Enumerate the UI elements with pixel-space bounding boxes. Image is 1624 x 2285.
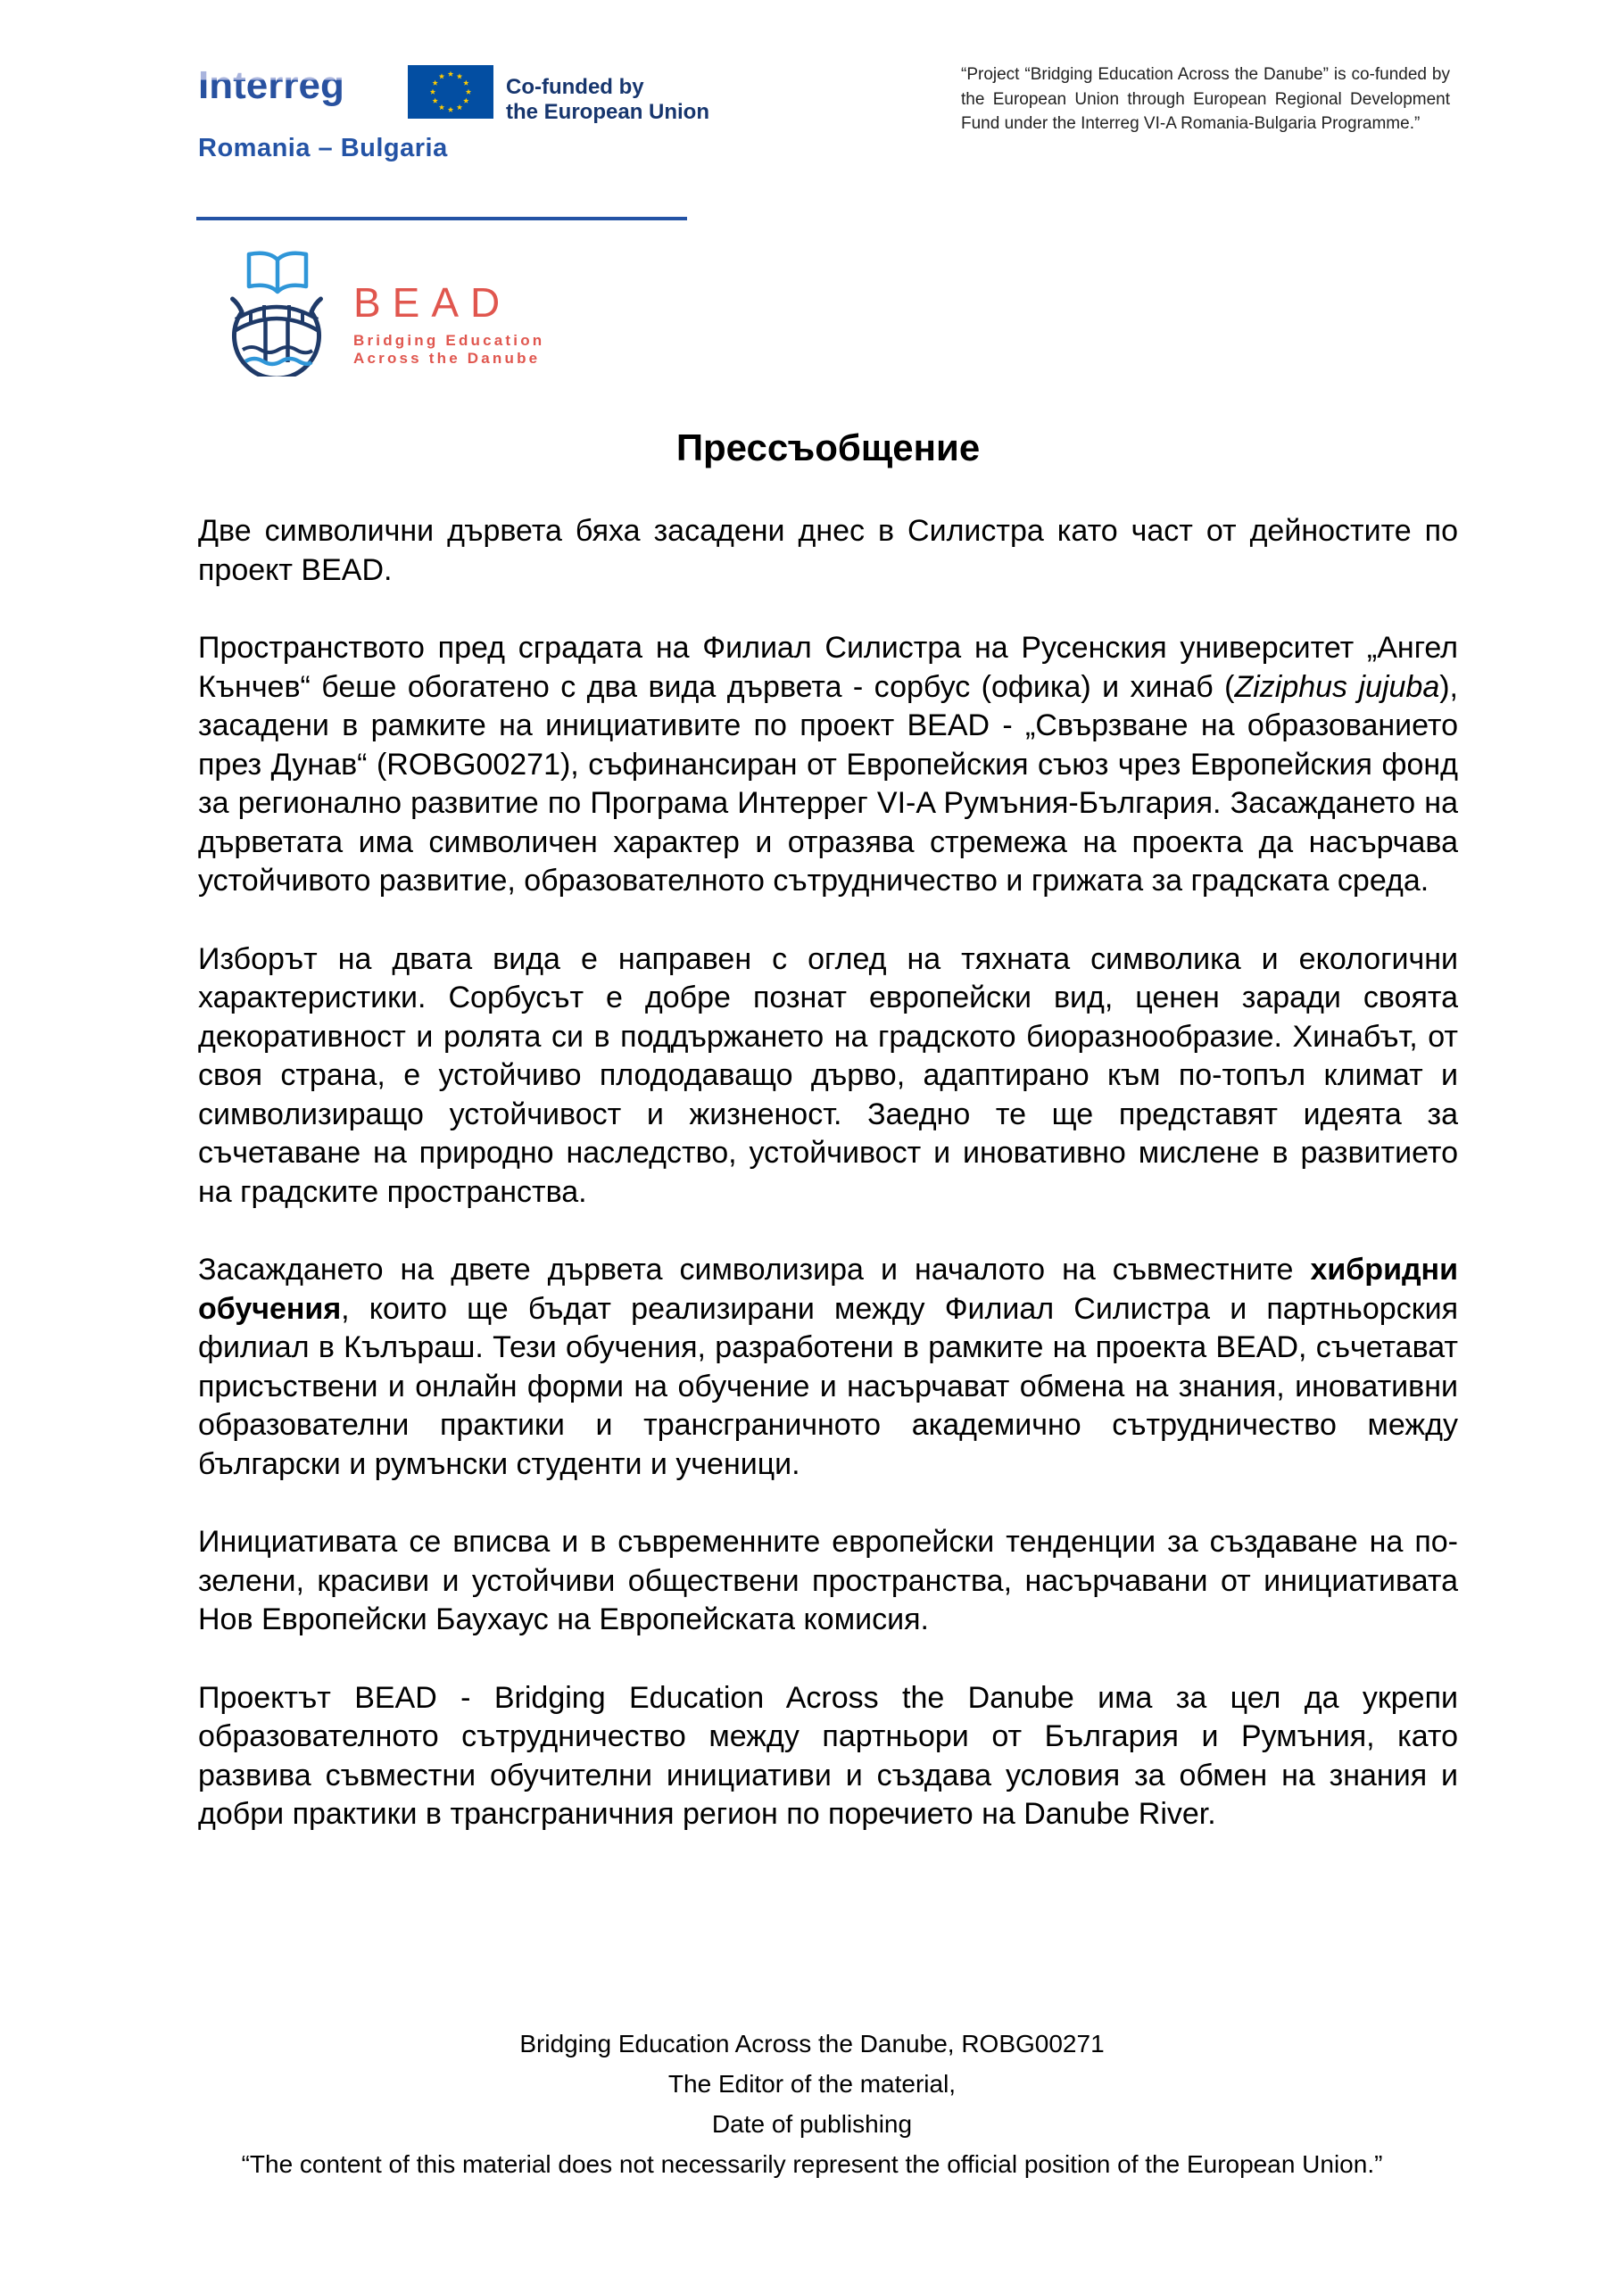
paragraph-5: Инициативата се вписва и в съвременните европейски тенденции за създаване на по-зелени, красиви и устойчиви обществени пространства, насърчавани от инициативата Нов Европейски Баухаус на Европейската комисия. xyxy=(198,1525,1458,1636)
footer-disclaimer-line: “The content of this material does not necessarily represent the official position of the European Union.” xyxy=(241,2150,1383,2178)
eu-cofunded-line2: the European Union xyxy=(506,100,709,124)
footer-date-line: Date of publishing xyxy=(711,2110,913,2138)
document-title: Прессъобщение xyxy=(675,426,981,468)
paragraph-4: Засаждането на двете дървета символизира и началото на съвместните хибридни обучения, които ще бъдат реализирани между Филиал Силистра и партньорския филиал в Кълъраш. Тези обучения, разработени в рамките на проекта BEAD, съчетават присъствени и онлайн форми на обучение и насърчават обмена на знания, иновативни образователни практики и трансграничното академично сътрудничество между български и румънски студенти и ученици. xyxy=(198,1253,1458,1481)
funding-disclaimer: “Project “Bridging Education Across the Danube” is co-funded by the European Union through European Regional Development Fund under the Interreg VI-A Romania-Bulgaria Programme.” xyxy=(961,65,1450,133)
bead-bridge-book-icon xyxy=(220,243,336,377)
paragraph-1: Две символични дървета бяха засадени днес в Силистра като част от дейностите по проект BEAD. xyxy=(198,514,1458,587)
bead-logo-text xyxy=(353,279,545,377)
bead-acronym: BEAD xyxy=(353,279,512,326)
bead-logo xyxy=(220,243,544,377)
footer-editor-line: The Editor of the material, xyxy=(667,2070,957,2098)
eu-cofunded-line1: Co-funded by xyxy=(506,75,644,99)
paragraph-3: Изборът на двата вида е направен с оглед на тяхната символика и екологични характеристики. Сорбусът е добре познат европейски вид, ценен заради своята декоративност и ролята си в поддържането на градското биоразнообразие. Хинабът, от своя страна, е устойчиво плододаващо дърво, адаптирано към по-топъл климат и символизиращо устойчивост и жизненост. Заедно те ще представят идеята за съчетаване на природно наследство, устойчивост и иновативно мислене в развитието на градските пространства. xyxy=(198,941,1458,1209)
paragraph-2: Пространството пред сградата на Филиал Силистра на Русенския университет „Ангел Кънчев“ беше обогатено с два вида дървета - сорбус (офика) и хинаб (Ziziphus jujuba), засадени в рамките на инициативите по проект BEAD - „Свързване на образованието през Дунав“ (ROBG00271), съфинансиран от Европейския съюз чрез Европейския фонд за регионално развитие по Програма Интеррег VI-A Румъния-България. Засаждането на дърветата има символичен характер и отразява стремежа на проекта да насърчава устойчивото развитие, образователното сътрудничество и грижата за градската среда. xyxy=(198,631,1459,898)
bead-tagline xyxy=(353,332,544,368)
interreg-logo: Interreg xyxy=(198,63,344,107)
bead-tagline-line2: Across the Danube xyxy=(353,350,541,367)
paragraph-6: Проектът BEAD - Bridging Education Across the Danube има за цел да укрепи образователното сътрудничество между партньори от България и Румъния, като развива съвместни обучителни инициативи и създава условия за обмен на знания и добри практики в трансграничния регион по поречието на Danube River. xyxy=(198,1680,1458,1831)
document-body xyxy=(198,426,1458,1874)
eu-cofunded-caption xyxy=(506,75,709,125)
footer-project-line: Bridging Education Across the Danube, ROBG00271 xyxy=(519,2030,1105,2057)
document-footer xyxy=(0,2024,1624,2184)
eu-flag-icon xyxy=(408,65,493,119)
bead-tagline-line1: Bridging Education xyxy=(353,332,545,349)
header-divider xyxy=(196,217,687,220)
interreg-program-name: Romania – Bulgaria xyxy=(198,134,448,162)
